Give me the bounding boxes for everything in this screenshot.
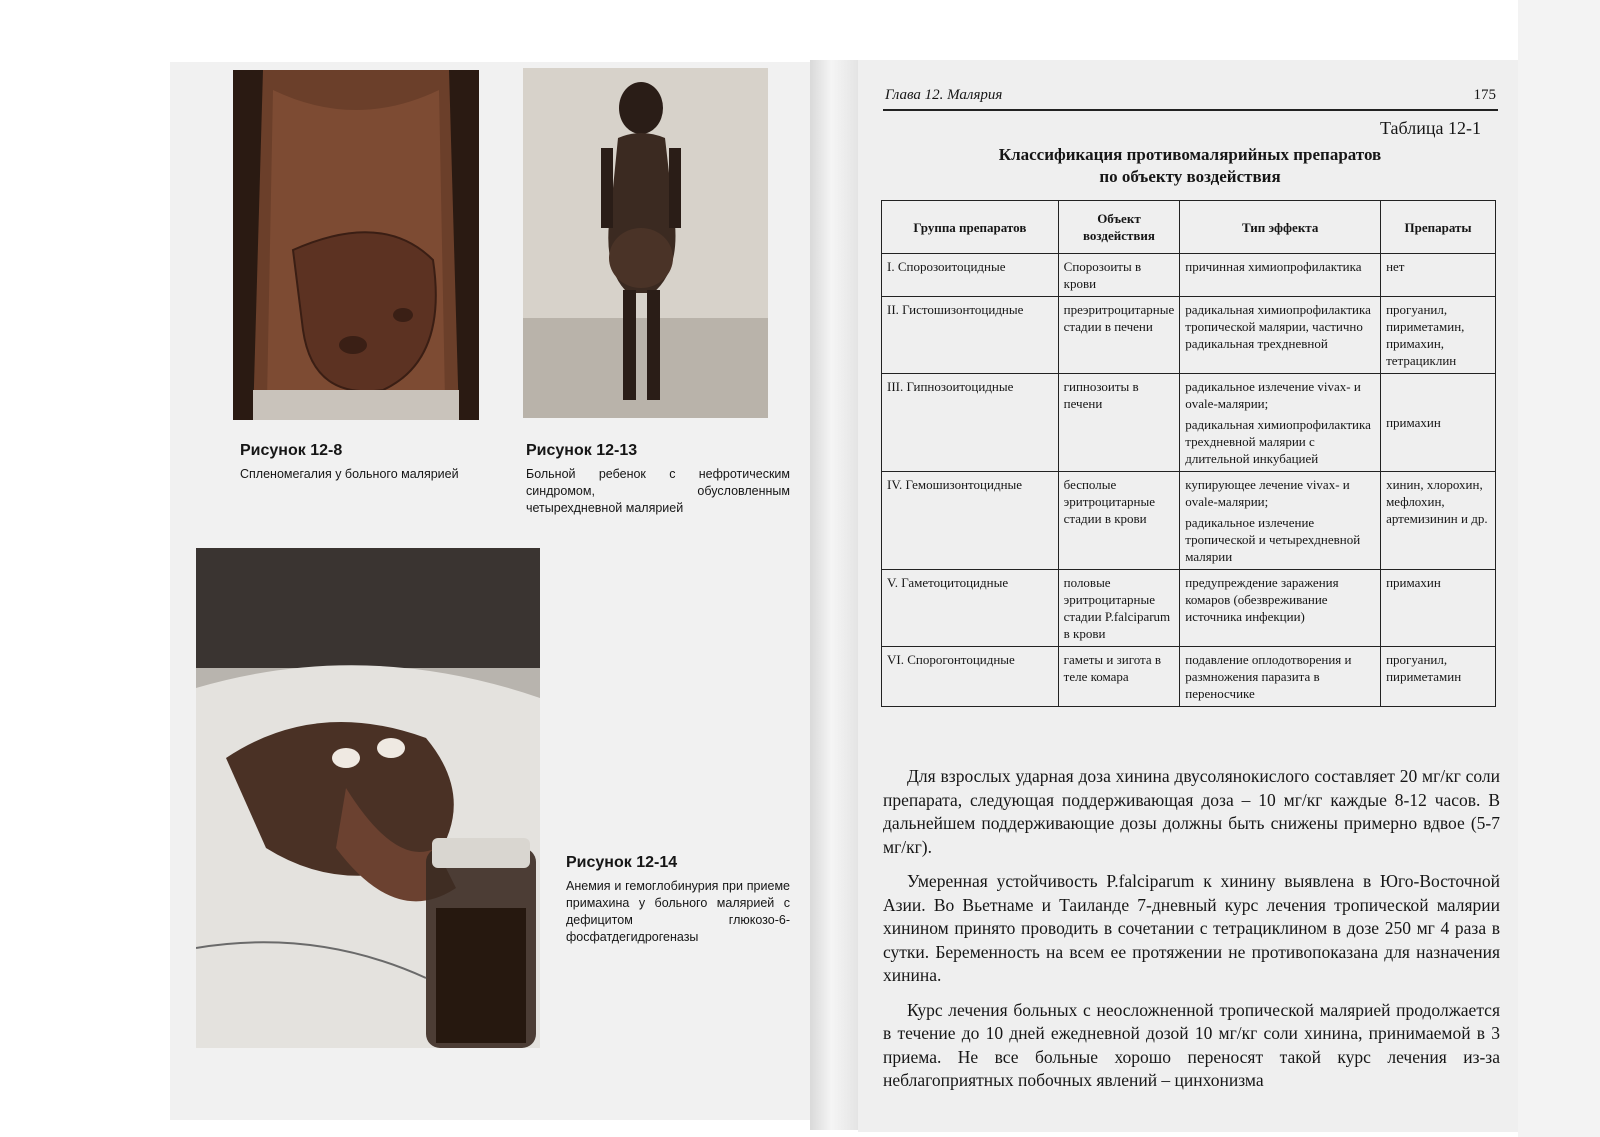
running-head	[883, 85, 1498, 111]
effect-cell	[1180, 254, 1381, 297]
object-cell: гаметы и зигота в теле комара	[1058, 647, 1180, 707]
effect-text: предупреждение заражения комаров (обезвреживание источника инфекции)	[1185, 575, 1339, 624]
object-cell: половые эритроцитарные стадии P.falciparum в крови	[1058, 570, 1180, 647]
table-row	[882, 647, 1496, 707]
table-row	[882, 374, 1496, 472]
column-header: Препараты	[1381, 201, 1496, 254]
drugs-cell: прогуанил, пириметамин, примахин, тетрациклин	[1381, 297, 1496, 374]
group-cell: VI. Спорогонтоцидные	[882, 647, 1059, 707]
figure-12-13-caption	[526, 442, 790, 517]
group-cell: V. Гаметоцитоцидные	[882, 570, 1059, 647]
classification-table	[881, 200, 1496, 707]
figure-title: Рисунок 12-8	[240, 442, 343, 459]
paragraph: Для взрослых ударная доза хинина двусолянокислого составляет 20 мг/кг соли препарата, следующая поддерживающая доза – 10 мг/кг каждые 8-12 часов. В дальнейшем поддерживающие дозы должны быть снижены примерно вдвое (5-7 мг/кг).	[883, 766, 1500, 857]
object-cell: преэритроцитарные стадии в печени	[1058, 297, 1180, 374]
table-label: Таблица 12-1	[1380, 118, 1481, 138]
effect-text: радикальная химиопрофилактика трехдневной малярии с длительной инкубацией	[1185, 417, 1371, 466]
figure-title: Рисунок 12-13	[526, 442, 638, 459]
table-title-line: по объекту воздействия	[1099, 167, 1281, 186]
object-cell: Спорозоиты в крови	[1058, 254, 1180, 297]
figure-12-8-photo	[233, 70, 479, 420]
table-title	[880, 144, 1500, 188]
figure-12-14-caption	[566, 854, 790, 946]
drugs-cell: прогуанил, пириметамин	[1381, 647, 1496, 707]
effect-text: радикальная химиопрофилактика тропической малярии, частично радикальная трехдневной	[1185, 302, 1371, 351]
effect-text: радикальное излечение тропической и четырехдневной малярии	[1185, 515, 1361, 564]
column-header: Объект воздействия	[1058, 201, 1180, 254]
drugs-cell: нет	[1381, 254, 1496, 297]
object-cell: бесполые эритроцитарные стадии в крови	[1058, 472, 1180, 570]
figure-12-14-photo	[196, 548, 540, 1048]
table-title-line: Классификация противомалярийных препаратов	[998, 145, 1382, 164]
effect-cell	[1180, 297, 1381, 374]
group-cell: IV. Гемошизонтоцидные	[882, 472, 1059, 570]
table-row	[882, 570, 1496, 647]
scan-margin	[1518, 0, 1600, 1137]
effect-cell	[1180, 472, 1381, 570]
paragraph: Курс лечения больных с неосложненной тропической малярией продолжается в течение до 10 дней ежедневной дозой 10 мг/кг соли хинина, принимаемой в 3 приема. Не все больные хорошо переносят такой курс лечения из-за неблагоприятных побочных явлений – цинхонизма	[883, 999, 1500, 1090]
group-cell: III. Гипнозоитоцидные	[882, 374, 1059, 472]
figure-caption-text: Больной ребенок с нефротическим синдромом, обусловленным четырехдневной малярией	[526, 467, 790, 515]
page-number: 175	[1473, 87, 1496, 103]
table-row	[882, 472, 1496, 570]
table-row	[882, 254, 1496, 297]
drugs-cell: хинин, хлорохин, мефлохин, артемизинин и др.	[1381, 472, 1496, 570]
paragraph: Умеренная устойчивость P.falciparum к хинину выявлена в Юго-Восточной Азии. Во Вьетнаме и Таиланде 7-дневный курс лечения тропической малярии хинином принято проводить в сочетании с тетрациклином в дозе 250 мг 4 раза в сутки. Беременность на всем ее протяжении не противопоказана для назначения хинина.	[883, 871, 1500, 985]
effect-text: подавление оплодотворения и размножения паразита в переносчике	[1185, 652, 1352, 701]
table-row	[882, 297, 1496, 374]
drugs-cell: примахин	[1381, 374, 1496, 472]
column-header: Тип эффекта	[1180, 201, 1381, 254]
effect-cell	[1180, 570, 1381, 647]
column-header: Группа препаратов	[882, 201, 1059, 254]
figure-caption-text: Спленомегалия у больного малярией	[240, 467, 459, 481]
effect-text: радикальное излечение vivax- и ovale-малярии;	[1185, 379, 1361, 411]
group-cell: II. Гистошизонтоцидные	[882, 297, 1059, 374]
effect-text: причинная химиопрофилактика	[1185, 259, 1362, 274]
group-cell: I. Спорозоитоцидные	[882, 254, 1059, 297]
figure-title: Рисунок 12-14	[566, 854, 678, 871]
body-text	[883, 765, 1500, 1104]
drugs-cell: примахин	[1381, 570, 1496, 647]
book-gutter	[810, 60, 858, 1130]
effect-text: купирующее лечение vivax- и ovale-малярии;	[1185, 477, 1350, 509]
chapter-title: Глава 12. Малярия	[885, 87, 1003, 103]
effect-cell	[1180, 647, 1381, 707]
table-header-row	[882, 201, 1496, 254]
effect-cell	[1180, 374, 1381, 472]
object-cell: гипнозоиты в печени	[1058, 374, 1180, 472]
figure-12-8-caption	[240, 442, 490, 483]
figure-caption-text: Анемия и гемоглобинурия при приеме примахина у больного малярией с дефицитом глюкозо-6-фосфатдегидрогеназы	[566, 879, 790, 944]
figure-12-13-photo	[523, 68, 768, 418]
